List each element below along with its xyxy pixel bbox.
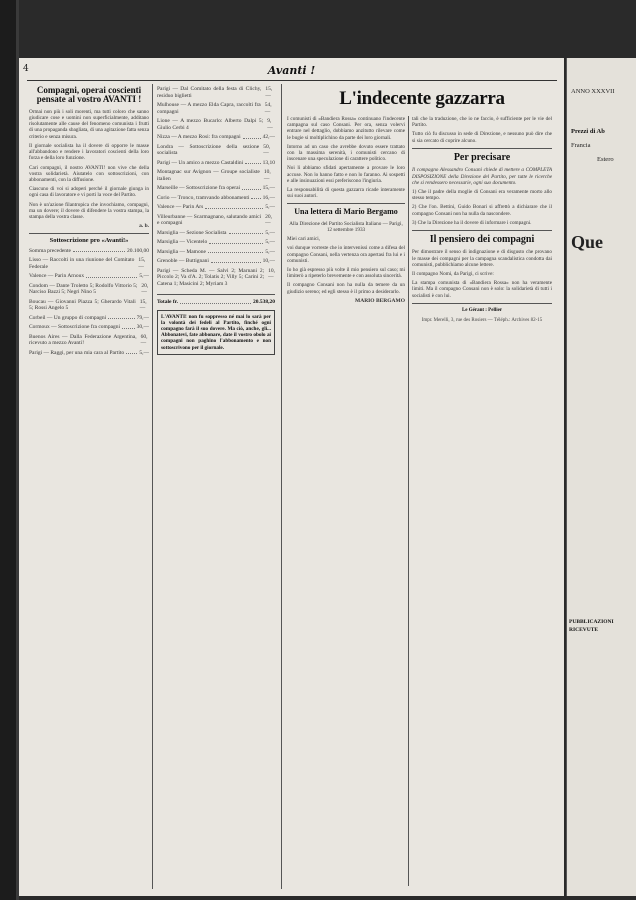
divider [412,148,552,149]
entry-amount: 15,— [262,185,275,191]
entry-label: Marseille — Sottoscrizione fra operai [157,185,241,191]
subscription-entry [29,257,149,270]
appeal-paragraph: Ciascuno di voi si adoperi perché il giornale giunga in ogni casa di lavoratore e vi porti la voce del Partito. [29,186,149,199]
entry-amount: 60,— [140,333,148,347]
subscription-entry [29,283,149,296]
precisare-point: 1) Che il padre della moglie di Consani era veramente morto allo stesso tempo. [412,188,552,202]
subscription-list [29,248,149,360]
entry-label: Lisso — Raccolti in una riunione del Comitato Federale [29,257,135,270]
adjacent-headline-fragment: Que [571,232,604,252]
entry-amount: 20,— [265,213,273,226]
entry-amount: 5,— [139,273,149,280]
subscription-entry [157,214,275,227]
dot-leaders [108,315,134,320]
subscription-entry [157,86,275,99]
letter-paragraph: Il compagno Consani non ha nulla da temere da un giudizio sereno; ed egli stesso è il primo a desiderarlo. [287,282,405,295]
entry-label: Grenoble — Buttignani [157,258,209,264]
adjacent-country: Francia [571,142,591,149]
entry-amount: 9,— [267,118,273,131]
column-subscriptions [157,86,275,886]
entry-amount: 13,10 [262,159,275,166]
letter-paragraph: voi dunque vorreste che io intervenissi come a difesa del compagno Consani, nella vertenza ora apertasi fra lui e i comunisti. [287,245,405,264]
column-rule [408,116,409,886]
total-label: Totale fr. [157,299,178,305]
entry-amount: 5,— [265,239,275,245]
newspaper-page [19,58,564,896]
precisare-point: 3) Che la Direzione ha il dovere di informare i compagni. [412,219,532,226]
article-continuation: tali che la traduzione, che io ne faccio, è sufficiente per le vie del Partito. [412,116,552,129]
colophon-printer: Impr. Merelli, 3, rue des Rosiers — Téléph.: Archives 82-15 [421,318,543,324]
entry-label: Mulhouse — A mezzo Elda Capra, raccolti fra compagni [157,102,261,115]
divider [412,303,552,304]
page-title: Avanti ! [267,64,316,77]
entry-label: Lione — A mezzo Bucarlo: Alberto Dalpi 5; Giulio Cerbi 4 [157,118,264,131]
dot-leaders [211,258,261,263]
entry-amount: 20.100,00 [127,247,149,254]
dot-leaders [86,273,137,278]
entry-amount: 5,— [265,229,275,236]
letter-headline: Una lettera di Mario Bergamo [294,207,398,217]
subscription-entry [29,334,149,347]
entry-amount: 79,— [136,314,149,321]
article-paragraph: La responsabilità di questa gazzarra ricade interamente sui suoi autori. [287,187,405,200]
column-main-article [287,116,405,886]
entry-amount: 5,— [265,248,275,255]
entry-label: Somma precedente [29,247,71,254]
entry-amount: 20,— [141,282,149,296]
entry-amount: 5,— [139,349,149,356]
entry-label: Villeurbanne — Scarmagnano, salutando amici e compagni [157,213,262,226]
pensiero-paragraph: Il compagno Nomi, da Parigi, ci scrive: [412,271,494,278]
colophon-gerant: Le Gérant : Pellier [461,307,503,313]
dot-leaders [242,185,261,190]
entry-amount: 15,— [265,86,273,99]
subscription-entry [157,268,275,288]
entry-label: Marsiglia — Sezione Socialista [157,229,227,236]
entry-label: Valence — Parin Arnoux [29,273,85,280]
dot-leaders [205,204,263,209]
appeal-paragraph: Il giornale socialista ha il dovere di opporre le masse all'abbandono e rendere i lavoratori coscienti della loro forza e della loro funzione. [29,142,149,162]
subscription-entry [157,144,275,157]
article-paragraph: I comunisti di «Bandiera Rossa» continuano l'indecente campagna sul caso Consani. Per ora, senza volervi entrare nel dettaglio, dobbiamo anzitutto rilevare come le bugie si moltiplichino da parte dei loro giornali. [287,116,405,141]
entry-amount: 10,— [268,267,275,280]
subscription-entry [157,102,275,115]
entry-label: Buenos Aires — Dalla Federazione Argentina, ricevuto a mezzo Avanti! [29,333,137,347]
entry-amount: 10,— [263,169,271,182]
entry-label: Parigi — Dal Comitato della festa di Clichy, residuo biglietti [157,86,262,99]
subscription-entry [157,118,275,131]
article-paragraph: Intorno ad un caso che avrebbe dovuto essere trattato con la massima serenità, i comunisti cercano di inscenare una speculazione di carattere politico. [287,143,405,163]
avanti-notice-box: L'AVANTI! non fu soppresso né mai lo sarà per la volontà dei fedeli al Partito, finché ogni compagno farà il suo dovere. Ma cìò, anche, gli... Abbonatevi, fate abbonare, date il vostro obolo ai compagni non paghino l'abbonamento e non sottoscrivono per il giornale. [157,310,275,355]
entry-label: Parigi — Scheda M. — Salvi 2; Marnani 2; Piccolo 2; Va d'A. 2; Tolatis 2; Villy 5; Carini 2; Catena 1; Masicini 2; Myriam 3 [157,267,265,287]
divider [29,233,149,234]
dot-leaders [73,248,125,253]
column-right [412,116,552,886]
adjacent-title: ANNO XXXVII [571,88,615,95]
dot-leaders [245,160,260,165]
entry-label: Cormoux — Sottoscrizione fra compagni [29,324,121,331]
entry-amount: 16,— [262,194,275,201]
entry-amount: 30,— [136,324,149,331]
appeal-headline: Compagni, operai coscienti pensate al vostro AVANTI ! [36,86,142,105]
subscription-entry [29,299,149,312]
entry-label: Marsiglia — Vicentelo [157,239,208,245]
appeal-paragraph: Ormai non più i soli morenti, ma tutti coloro che sanno giudicare cose e uomini non superficialmente, additano risolutamente alle cause del fenomeno comunista i frutti di una propaganda sbagliata, di una agitazione fatta senza criterio e senza misura. [29,108,149,140]
divider [157,294,275,295]
letter-signature: MARIO BERGAMO [355,297,405,304]
dot-leaders [209,239,263,244]
entry-label: Condom — Dante Troletto 5; Rodolfo Vittorio 5; Narciso Bazzi 5; Negri Nino 5 [29,282,138,296]
entry-label: Valence — Parin Ars [157,204,204,210]
adjacent-prices: Prezzi di Ab [571,128,605,135]
column-appeal [29,86,149,886]
entry-label: Boucau — Giovanni Piazza 5; Gherardo Vitali 5; Rossi Angelo 5 [29,298,136,312]
dot-leaders [243,134,261,139]
subscription-list [157,86,275,290]
entry-label: Parigi — Raggi, per una mia cara al Partito [29,349,125,356]
subscription-total [157,299,275,306]
pensiero-headline: Il pensiero dei compagni [429,233,535,245]
letter-paragraph: Io ho già espresso più volte il mio pensiero sul caso; mi limiterò a ripeterlo brevemente e con assoluta sincerità. [287,267,405,280]
article-paragraph: Noi li abbiamo sfidati apertamente a provare le loro accuse. Non lo hanno fatto e non lo faranno. Ai sospetti e alle insinuazioni essi preferiscono l'ingiuria. [287,165,405,184]
entry-label: Parigi — Un amico a mezzo Castaldini [157,159,244,166]
appeal-paragraph: Cari compagni, il nostro AVANTI! non vive che della vostra solidarietà. Aiutatelo con sottoscrizioni, con abbonamenti, con la diffusione. [29,164,149,183]
appeal-paragraph: Non è un'azione filantropica che invochiamo, compagni, ma un dovere; il dovere di difendere la vostra stampa, la stampa della vostra classe. [29,201,149,220]
precisare-intro: Il compagno Alessandro Consani chiede di mettere a COMPLETA DISPOSIZIONE della Direzione del Partito, per tutte le ricerche che si rendessero necessarie, ogni suo documento. [412,167,552,186]
pensiero-paragraph: Per dimostrare il senso di indignazione e di disgusto che provano le masse dei compagni per la campagna scandalistica condotta dai comunisti, pubblichiamo alcune lettere. [412,249,552,268]
entry-label: Nizza — A mezzo Rosi: fra compagni [157,134,241,140]
entry-label: Montagnac sur Avignon — Groupe socialiste italien [157,169,260,182]
page-number: 4 [23,64,29,74]
adjacent-page [566,58,636,896]
subscription-title: Sottoscrizione pro «Avanti!» [49,237,129,245]
entry-amount: 15,— [138,257,146,270]
entry-amount: 54,— [264,102,272,115]
header-rule [27,80,557,81]
dot-leaders [122,324,135,329]
total-amount: 20.538,20 [253,299,275,305]
entry-label: Corbeil — Un gruppo di compagni [29,314,107,321]
film-edge-strip [0,0,16,900]
entry-amount: 5,— [265,204,275,210]
entry-label: Marsiglia — Mamone [157,248,206,255]
dot-leaders [126,350,137,355]
column-rule [281,84,282,889]
subscription-entry [157,169,275,182]
column-rule [152,84,153,889]
dot-leaders [208,249,263,254]
entry-amount: 10,— [262,258,275,264]
entry-label: Londra — Sottoscrizione della sezione socialista [157,143,260,156]
dot-leaders [229,230,264,235]
entry-label: Corio — Tronco, tramvando abbonamenti [157,194,250,201]
appeal-signoff: a. b. [139,223,149,230]
letter-paragraph: Miei cari amici, [287,236,320,243]
letter-address: Alla Direzione del Partito Socialista Italiano — Parigi, 12 settembre 1933 [289,220,403,234]
divider [412,230,552,231]
entry-amount: 15,— [139,298,147,312]
entry-amount: 50,— [263,143,271,156]
dot-leaders [180,299,251,304]
main-headline: L'indecente gazzarra [339,88,505,109]
divider [287,203,405,204]
dot-leaders [251,195,260,200]
adjacent-country: Estero [597,156,614,163]
pensiero-paragraph: La stampa comunista di «Bandiera Rossa» non ha veramente limiti. Ma il compagno Consani non è solo: la solidarietà di tutti i socialisti è con lui. [412,280,552,299]
scan-top-border [19,0,636,58]
precisare-point: 2) Che l'on. Bettini, Guido Bonari si affrettò a dichiarare che il compagno Consani non ha nulla da nascondere. [412,204,552,217]
entry-amount: 42,— [262,134,275,140]
article-continuation: Tutto ciò fu discusso in sede di Direzione, e nessuno può dire che si sia cercato di coprire alcuno. [412,131,552,144]
precisare-headline: Per precisare [453,151,511,163]
adjacent-side-heading: PUBBLICAZIONI RICEVUTE [569,619,614,633]
